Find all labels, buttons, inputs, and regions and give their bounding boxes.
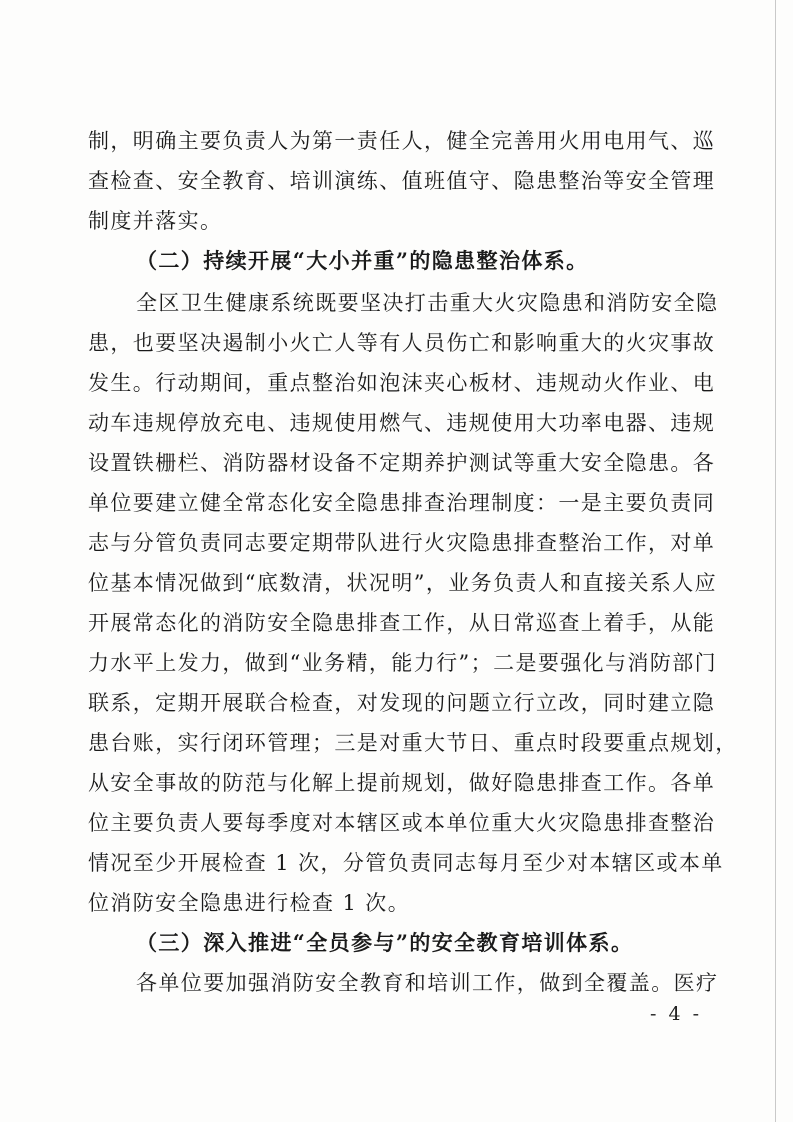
body-text-line: 位基本情况做到“底数清，状况明”，业务负责人和直接关系人应 [88, 571, 718, 595]
body-text-line: 联系，定期开展联合检查，对发现的问题立行立改，同时建立隐 [88, 691, 716, 715]
body-text-line: 力水平上发力，做到“业务精，能力行”；二是要强化与消防部门 [88, 651, 718, 675]
body-text-line: 单位要建立健全常态化安全隐患排查治理制度：一是主要负责同 [88, 491, 716, 515]
body-text-line: 各单位要加强消防安全教育和培训工作，做到全覆盖。医疗 [136, 971, 719, 995]
body-text-line: 从安全事故的防范与化解上提前规划，做好隐患排查工作。各单 [88, 771, 716, 795]
body-text-line: 患，也要坚决遏制小火亡人等有人员伤亡和影响重大的火灾事故 [88, 331, 716, 355]
body-text-line: 情况至少开展检查 1 次，分管负责同志每月至少对本辖区或本单 [88, 851, 724, 875]
body-text-line: 开展常态化的消防安全隐患排查工作，从日常巡查上着手，从能 [88, 611, 716, 635]
body-text-line: 位主要负责人要每季度对本辖区或本单位重大火灾隐患排查整治 [88, 811, 716, 835]
section-heading-2: （二）持续开展“大小并重”的隐患整治体系。 [136, 248, 589, 273]
page-edge-line [775, 0, 776, 1122]
body-text-line: 设置铁栅栏、消防器材设备不定期养护测试等重大安全隐患。各 [88, 451, 716, 475]
body-text-line: 动车违规停放充电、违规使用燃气、违规使用大功率电器、违规 [88, 411, 716, 435]
body-text-line: 查检查、安全教育、培训演练、值班值守、隐患整治等安全管理 [88, 169, 716, 193]
body-text-line: 制，明确主要负责人为第一责任人，健全完善用火用电用气、巡 [88, 129, 716, 153]
page-number: - 4 - [650, 1003, 703, 1025]
body-text-line: 患台账，实行闭环管理；三是对重大节日、重点时段要重点规划， [88, 731, 738, 755]
body-text-line: 发生。行动期间，重点整治如泡沫夹心板材、违规动火作业、电 [88, 371, 716, 395]
body-text-line: 制度并落实。 [88, 209, 223, 233]
body-text-line: 志与分管负责同志要定期带队进行火灾隐患排查整治工作，对单 [88, 531, 716, 555]
body-text-line: 位消防安全隐患进行检查 1 次。 [88, 891, 411, 915]
body-text-line: 全区卫生健康系统既要坚决打击重大火灾隐患和消防安全隐 [136, 291, 719, 315]
section-heading-3: （三）深入推进“全员参与”的安全教育培训体系。 [136, 930, 634, 955]
